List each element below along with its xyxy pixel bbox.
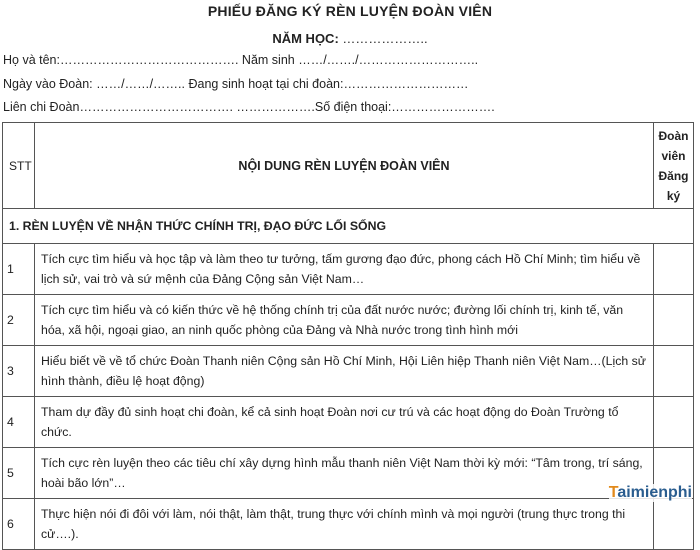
watermark-logo (609, 484, 692, 502)
row-number: 1 (3, 244, 35, 295)
school-year-label: NĂM HỌC: (272, 31, 339, 46)
name-birth-line: Họ và tên:……………………………………. Năm sinh ……/……./……………………….. (3, 53, 479, 67)
row-content: Thực hiện nói đi đôi với làm, nói thật, làm thật, trung thực với chính mình và mọi người (trung thực trong thi cử….). (35, 499, 654, 550)
school-year (0, 31, 700, 46)
branch-phone-line: Liên chi Đoàn………………………………. ……………….Số điện thoại:……………………. (3, 100, 495, 114)
col-stt-header: STT (3, 123, 35, 209)
row-content: Tích cực tìm hiểu và có kiến thức về hệ thống chính trị của đất nước nước; đường lối chính trị, kinh tế, văn hóa, xã hội, ngoại giao, an ninh quốc phòng của Đảng và Nhà nước trong tình hình mới (35, 295, 654, 346)
register-cell[interactable] (654, 397, 694, 448)
section-row (3, 209, 694, 244)
col-register-word: ký (666, 188, 681, 203)
row-number: 2 (3, 295, 35, 346)
join-date-line: Ngày vào Đoàn: ……/……/…….. Đang sinh hoạt tại chi đoàn:………………………… (3, 77, 469, 91)
row-content: Tham dự đầy đủ sinh hoạt chi đoàn, kể cả sinh hoạt Đoàn nơi cư trú và các hoạt động do Đoàn Trường tổ chức. (35, 397, 654, 448)
form-title: PHIẾU ĐĂNG KÝ RÈN LUYỆN ĐOÀN VIÊN (207, 3, 493, 19)
table-row (3, 448, 694, 499)
school-year-blank: ……………….. (342, 31, 428, 46)
row-number: 4 (3, 397, 35, 448)
col-register-word: Đoàn (658, 128, 689, 143)
watermark-logo-mark: T (608, 484, 618, 501)
table-header-row (3, 123, 694, 209)
table-row (3, 295, 694, 346)
register-cell[interactable] (654, 499, 694, 550)
table-row (3, 244, 694, 295)
col-register-word: Đăng (658, 168, 689, 183)
table-row (3, 346, 694, 397)
row-content: Tích cực rèn luyện theo các tiêu chí xây dựng hình mẫu thanh niên Việt Nam thời kỳ mới: “Tâm trong, trí sáng, hoài bão lớn”… (35, 448, 654, 499)
col-register-header (654, 123, 694, 209)
row-number: 5 (3, 448, 35, 499)
training-table (2, 122, 694, 550)
table-row (3, 397, 694, 448)
row-number: 3 (3, 346, 35, 397)
register-cell[interactable] (654, 295, 694, 346)
col-content-header: NỘI DUNG RÈN LUYỆN ĐOÀN VIÊN (35, 123, 654, 209)
col-register-word: viên (661, 148, 686, 163)
table-row (3, 499, 694, 550)
register-cell[interactable] (654, 244, 694, 295)
row-content: Hiểu biết về về tổ chức Đoàn Thanh niên Cộng sản Hồ Chí Minh, Hội Liên hiệp Thanh niên Việt Nam…(Lịch sử hình thành, điều lệ hoạt động) (35, 346, 654, 397)
register-cell[interactable] (654, 346, 694, 397)
watermark-logo-text: aimienphi (617, 484, 692, 501)
row-number: 6 (3, 499, 35, 550)
section-title: 1. RÈN LUYỆN VỀ NHẬN THỨC CHÍNH TRỊ, ĐẠO ĐỨC LỐI SỐNG (3, 209, 694, 244)
row-content: Tích cực tìm hiểu và học tập và làm theo tư tưởng, tấm gương đạo đức, phong cách Hồ Chí Minh; tìm hiểu về lịch sử, vai trò và sứ mệnh của Đảng Cộng sản Việt Nam… (35, 244, 654, 295)
